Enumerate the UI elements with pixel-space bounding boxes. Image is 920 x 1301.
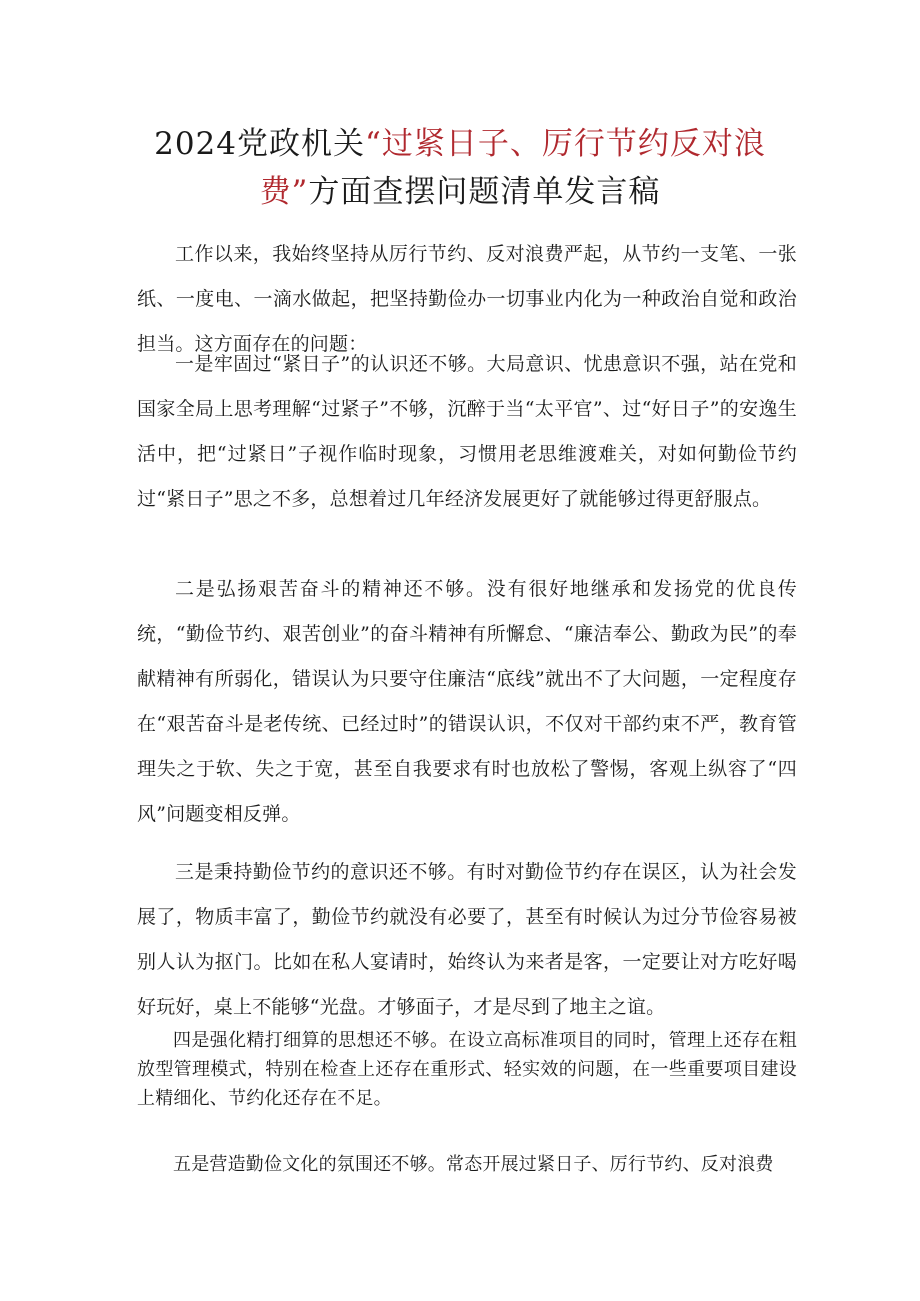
paragraph-intro: 工作以来，我始终坚持从厉行节约、反对浪费严起，从节约一支笔、一张纸、一度电、一滴水做起，把坚持勤俭办一切事业内化为一种政治自觉和政治担当。这方面存在的问题： — [137, 243, 797, 355]
document-title-line-1 — [100, 122, 820, 166]
title-suffix: 方面查摆问题清单发言稿 — [308, 174, 661, 210]
paragraph-issue-5: 五是营造勤俭文化的氛围还不够。常态开展过紧日子、厉行节约、反对浪费 — [173, 1154, 774, 1175]
title-highlight-part-2: 费” — [259, 174, 309, 210]
paragraph-issue-1: 一是牢固过“紧日子”的认识还不够。大局意识、忧患意识不强，站在党和国家全局上思考理解“过紧子”不够，沉醉于当“太平官”、过“好日子”的安逸生活中，把“过紧日”子视作临时现象，习惯用老思维渡难关，对如何勤俭节约过“紧日子”思之不多，总想着过几年经济发展更好了就能够过得更舒服点。 — [137, 353, 797, 510]
title-highlight-part-1: “过紧日子、厉行节约反对浪 — [365, 126, 766, 162]
paragraph-issue-4: 四是强化精打细算的思想还不够。在设立高标准项目的同时，管理上还存在粗放型管理模式，特别在检查上还存在重形式、轻实效的问题，在一些重要项目建设上精细化、节约化还存在不足。 — [137, 1030, 797, 1109]
paragraph-issue-3: 三是秉持勤俭节约的意识还不够。有时对勤俭节约存在误区，认为社会发展了，物质丰富了，勤俭节约就没有必要了，甚至有时候认为过分节俭容易被别人认为抠门。比如在私人宴请时，始终认为来者是客，一定要让对方吃好喝好玩好，桌上不能够“光盘。才够面子，才是尽到了地主之谊。 — [137, 861, 797, 1018]
title-year-prefix: 2024党政机关 — [154, 126, 366, 162]
paragraph-issue-2: 二是弘扬艰苦奋斗的精神还不够。没有很好地继承和发扬党的优良传统，“勤俭节约、艰苦创业”的奋斗精神有所懈怠、“廉洁奉公、勤政为民”的奉献精神有所弱化，错误认为只要守住廉洁“底线”就出不了大问题，一定程度存在“艰苦奋斗是老传统、已经过时”的错误认识，不仅对干部约束不严，教育管理失之于软、失之于宽，甚至自我要求有时也放松了警惕，客观上纵容了“四风”问题变相反弹。 — [137, 578, 797, 825]
document-title-line-2 — [100, 170, 820, 214]
